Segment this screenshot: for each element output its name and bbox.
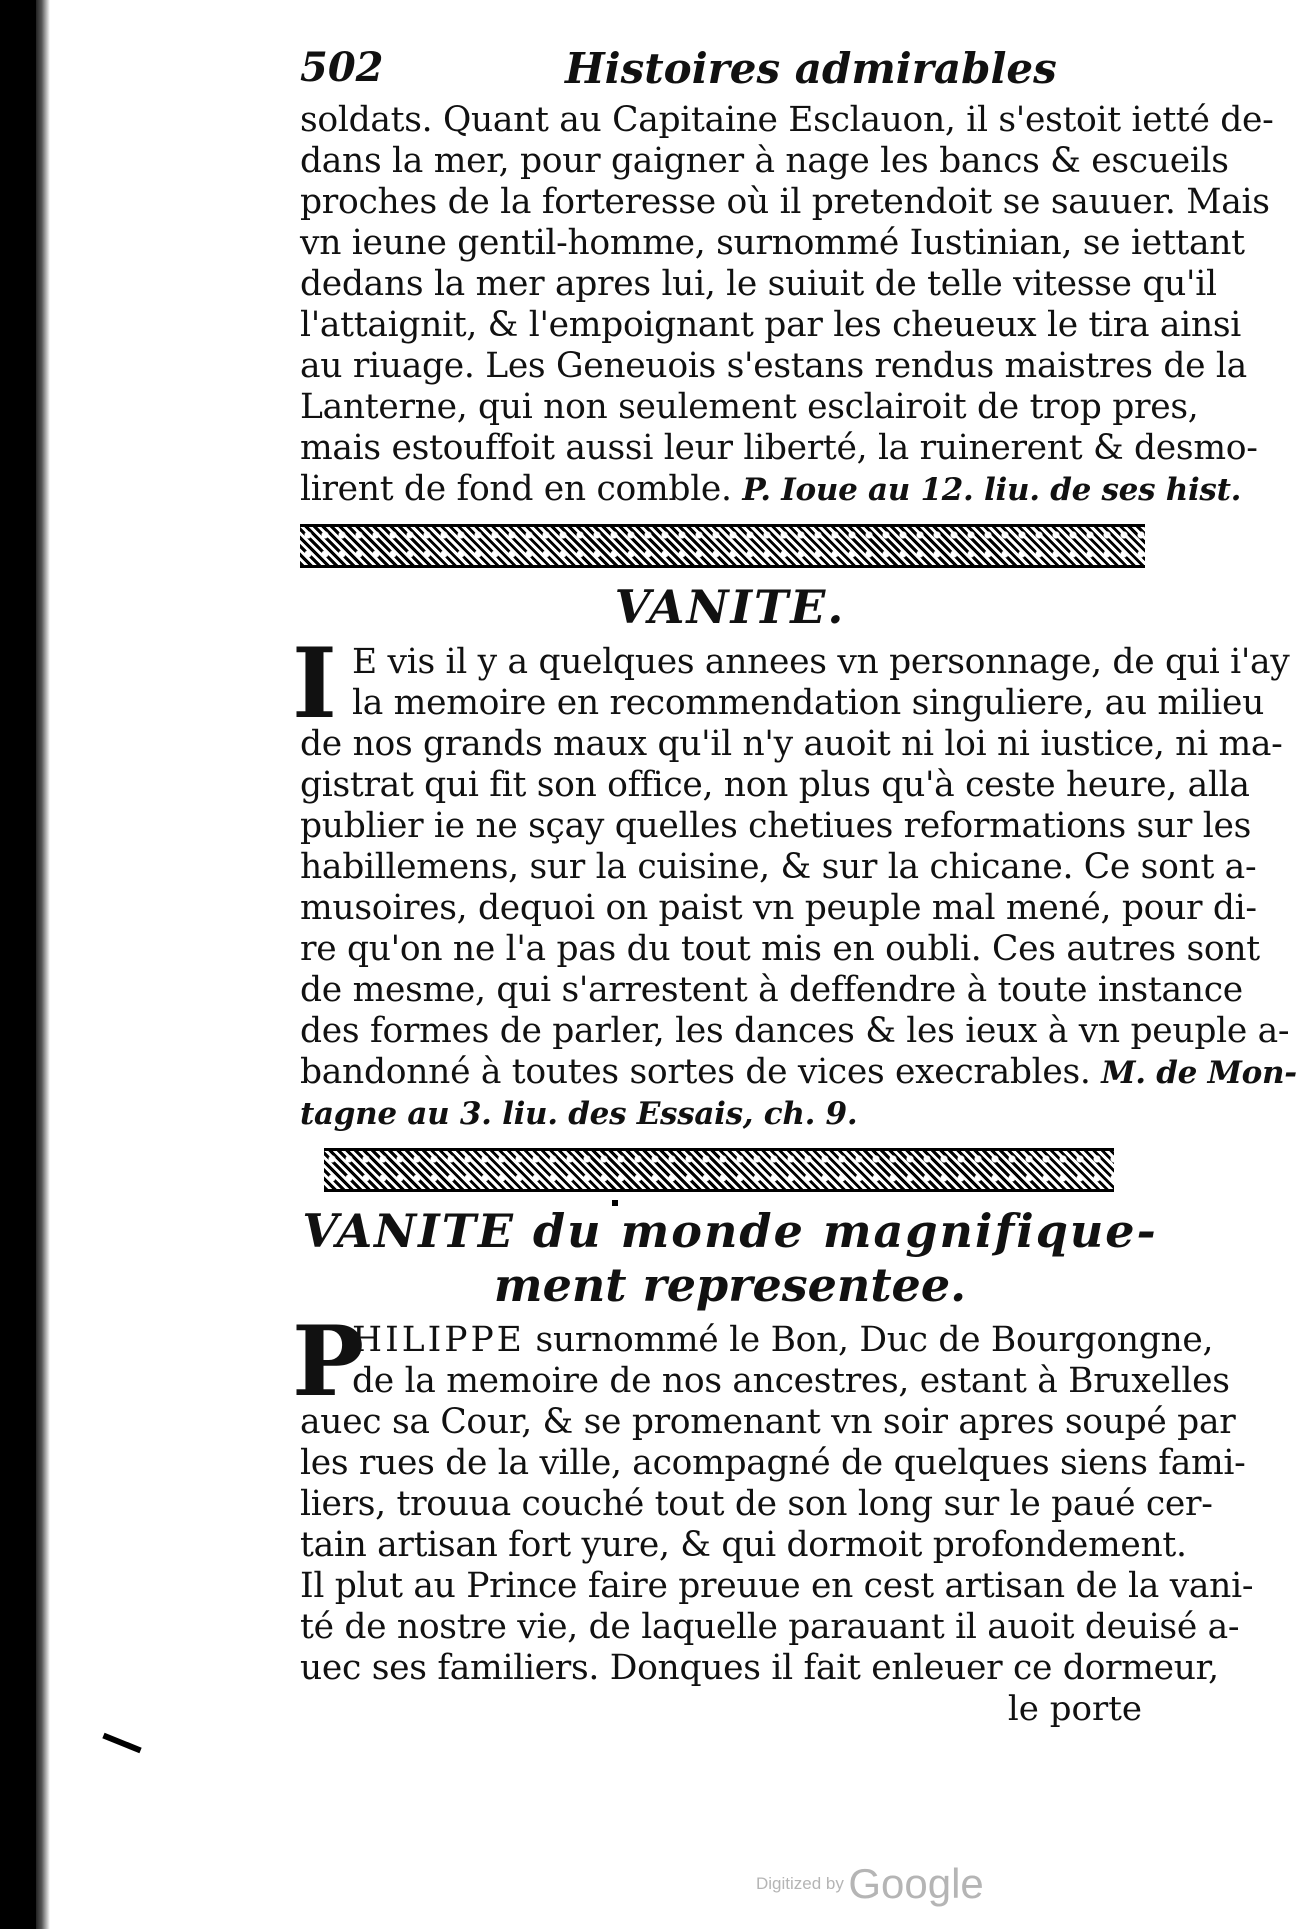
book-page — [292, 38, 1297, 1730]
text-line: proches de la forteresse où il pretendoit se sauuer. Mais — [300, 182, 1270, 222]
text-line: E vis il y a quelques annees vn personnage, de qui i'ay — [352, 642, 1290, 682]
text-line: les rues de la ville, acompagné de quelques siens fami- — [300, 1443, 1246, 1483]
text-span: surnommé le Bon, Duc de Bourgongne, — [535, 1320, 1214, 1360]
text-line: Lanterne, qui non seulement esclairoit de trop pres, — [300, 387, 1199, 427]
text-line: des formes de parler, les dances & les ieux à vn peuple a- — [300, 1011, 1290, 1051]
text-line: mais estouffoit aussi leur liberté, la ruinerent & desmo- — [300, 428, 1258, 468]
ornamental-band — [300, 524, 1145, 568]
text-line: vn ieune gentil-homme, surnommé Iustinian, se iettant — [300, 223, 1245, 263]
text-line: habillemens, sur la cuisine, & sur la chicane. Ce sont a- — [300, 847, 1257, 887]
section-title-vanite: VANITE. — [614, 580, 846, 634]
first-word: HILIPPE — [352, 1320, 525, 1360]
text-line: gistrat qui fit son office, non plus qu'à ceste heure, alla — [300, 765, 1250, 805]
page-number: 502 — [300, 44, 384, 91]
catchword: le porte — [1007, 1689, 1142, 1729]
text-span: lirent de fond en comble. — [300, 469, 732, 509]
text-line: Il plut au Prince faire preuue en cest artisan de la vani- — [300, 1566, 1254, 1606]
title-line: VANITE du monde magnifique- — [302, 1204, 1158, 1258]
watermark-prefix: Digitized by — [756, 1874, 844, 1893]
text-line — [300, 1320, 1214, 1361]
citation: M. de Mon- — [1101, 1055, 1297, 1091]
text-line: dans la mer, pour gaigner à nage les bancs & escueils — [300, 141, 1229, 181]
text-line: l'attaignit, & l'empoignant par les cheueux le tira ainsi — [300, 305, 1241, 345]
text-line: au riuage. Les Geneuois s'estans rendus maistres de la — [300, 346, 1247, 386]
running-title: Histoires admirables — [565, 44, 1057, 93]
text-line: soldats. Quant au Capitaine Esclauon, il s'estoit ietté de- — [300, 100, 1274, 140]
text-line — [300, 1093, 1160, 1134]
text-line: auec sa Cour, & se promenant vn soir apres soupé par — [300, 1402, 1236, 1442]
ornamental-band — [324, 1148, 1114, 1192]
section-vanite-du-monde-text — [292, 1305, 1254, 1730]
citation: P. Ioue au 12. liu. de ses hist. — [742, 472, 1242, 508]
ink-mark — [102, 1733, 141, 1754]
text-line — [300, 469, 1242, 510]
text-line: uec ses familiers. Donques il fait enleuer ce dormeur, — [300, 1648, 1219, 1688]
drop-cap: P — [292, 1305, 365, 1418]
text-line: tain artisan fort yure, & qui dormoit profondement. — [300, 1525, 1187, 1565]
citation: tagne au 3. liu. des Essais, ch. 9. — [300, 1096, 858, 1132]
spine-edge — [36, 0, 50, 1929]
text-line: publier ie ne sçay quelles chetiues reformations sur les — [300, 806, 1251, 846]
digitized-watermark — [756, 1860, 984, 1908]
text-line — [300, 1052, 1297, 1093]
text-line: té de nostre vie, de laquelle parauant il auoit deuisé a- — [300, 1607, 1240, 1647]
text-line: de la memoire de nos ancestres, estant à Bruxelles — [352, 1361, 1230, 1401]
text-line: dedans la mer apres lui, le suiuit de telle vitesse qu'il — [300, 264, 1217, 304]
text-line: de nos grands maux qu'il n'y auoit ni loi ni iustice, ni ma- — [300, 724, 1283, 764]
text-line: la memoire en recommendation singuliere, au milieu — [352, 683, 1265, 723]
page-header — [300, 38, 1160, 100]
section-title-vanite-du-monde — [300, 1204, 1160, 1312]
first-paragraph — [300, 100, 1274, 510]
text-line: re qu'on ne l'a pas du tout mis en oubli. Ces autres sont — [300, 929, 1260, 969]
title-line: ment representee. — [493, 1258, 967, 1312]
text-line: musoires, dequoi on paist vn peuple mal mené, pour di- — [300, 888, 1257, 928]
drop-cap: I — [292, 627, 337, 740]
book-spine-shadow — [0, 0, 36, 1929]
section-vanite-text — [292, 627, 1297, 1134]
text-line: de mesme, qui s'arrestent à deffendre à toute instance — [300, 970, 1243, 1010]
text-span: bandonné à toutes sortes de vices execrables. — [300, 1052, 1091, 1092]
text-line: liers, trouua couché tout de son long sur le paué cer- — [300, 1484, 1213, 1524]
watermark-brand: Google — [848, 1860, 984, 1907]
